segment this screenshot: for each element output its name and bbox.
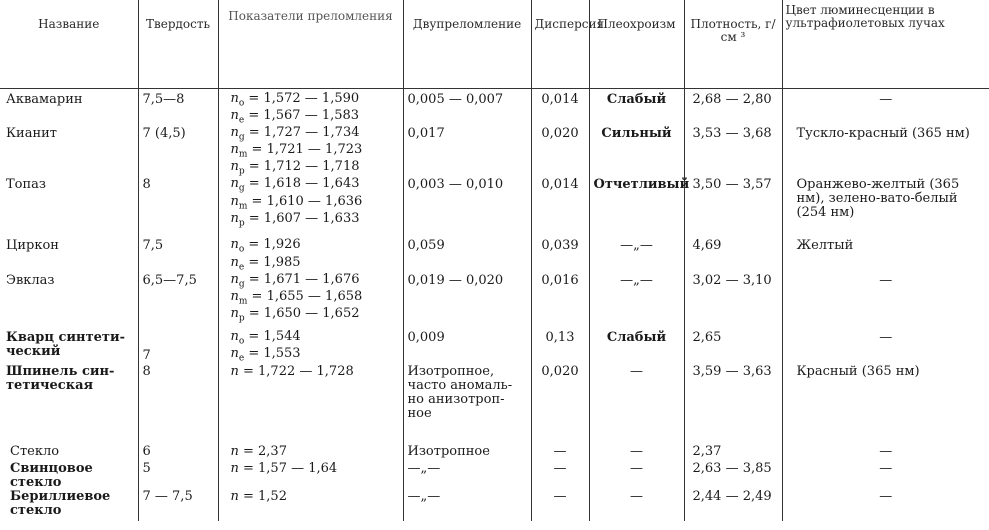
header-birefringence: Двупреломление bbox=[403, 0, 531, 89]
refraction-line: $n_p = 1,607$ — 1,633 bbox=[230, 210, 360, 229]
cell-luminescence: — bbox=[782, 490, 989, 521]
cell-density: 3,02 — 3,10 bbox=[684, 274, 782, 325]
birefringence-line: Изотропное bbox=[407, 444, 490, 460]
name-line: Аквамарин bbox=[6, 92, 83, 107]
refraction-line: $n_g = 1,618$ — 1,643 bbox=[230, 176, 360, 195]
table-row bbox=[0, 462, 989, 490]
cell-hardness: 7,5 bbox=[138, 239, 218, 273]
cell-hardness: 5 bbox=[138, 462, 218, 490]
refraction-line: $n_o = 1,926$ bbox=[230, 237, 301, 256]
header-density: Плотность, г/см ³ bbox=[684, 0, 782, 89]
refraction-line: n = 1,52 bbox=[230, 489, 287, 505]
cell-pleochroism: Слабый bbox=[589, 89, 684, 128]
cell-density: 4,69 bbox=[684, 239, 782, 273]
name-line: тетическая bbox=[6, 378, 94, 394]
cell-name bbox=[0, 89, 138, 128]
name-line: Топаз bbox=[6, 177, 47, 193]
birefringence-line: но анизотроп- bbox=[407, 392, 505, 408]
cell-luminescence: Оранжево-желтый (365 нм), зелено-вато-белый (254 нм) bbox=[782, 178, 989, 239]
header-hardness: Твердость bbox=[138, 0, 218, 89]
cell-birefringence bbox=[403, 89, 531, 128]
cell-dispersion: 0,020 bbox=[531, 365, 589, 439]
cell-hardness: 7 (4,5) bbox=[138, 127, 218, 178]
cell-birefringence bbox=[403, 178, 531, 239]
cell-dispersion: — bbox=[531, 439, 589, 462]
cell-dispersion: 0,016 bbox=[531, 274, 589, 325]
cell-refraction bbox=[218, 127, 403, 178]
cell-name bbox=[0, 365, 138, 439]
refraction-line: $n_m = 1,610$ — 1,636 bbox=[230, 193, 363, 212]
cell-birefringence bbox=[403, 325, 531, 365]
cell-pleochroism: — bbox=[589, 490, 684, 521]
cell-density: 2,65 bbox=[684, 325, 782, 365]
birefringence-line: 0,017 bbox=[407, 126, 445, 142]
refraction-line: $n_e = 1,553$ bbox=[230, 346, 301, 364]
cell-pleochroism: —„— bbox=[589, 239, 684, 273]
refraction-line: $n_e = 1,567$ — 1,583 bbox=[230, 108, 360, 126]
cell-dispersion: 0,039 bbox=[531, 239, 589, 273]
cell-name bbox=[0, 274, 138, 325]
table-row bbox=[0, 490, 989, 521]
refraction-line: $n_o = 1,544$ bbox=[230, 328, 301, 347]
cell-pleochroism: — bbox=[589, 462, 684, 490]
cell-dispersion: 0,014 bbox=[531, 89, 589, 128]
birefringence-line: —„— bbox=[407, 489, 441, 505]
cell-pleochroism: Отчетливый bbox=[589, 178, 684, 239]
table-row bbox=[0, 127, 989, 178]
cell-pleochroism: — bbox=[589, 439, 684, 462]
refraction-line: $n_p = 1,650$ — 1,652 bbox=[230, 305, 360, 324]
cell-hardness: 6,5—7,5 bbox=[138, 274, 218, 325]
cell-name bbox=[0, 178, 138, 239]
cell-name bbox=[0, 325, 138, 365]
table-row bbox=[0, 325, 989, 365]
cell-density: 2,37 bbox=[684, 439, 782, 462]
name-line: Кварц синтети- bbox=[6, 329, 125, 345]
birefringence-line: ное bbox=[407, 406, 432, 422]
cell-refraction bbox=[218, 239, 403, 273]
cell-hardness: 7 — 7,5 bbox=[138, 490, 218, 521]
cell-name bbox=[0, 490, 138, 521]
cell-dispersion: 0,020 bbox=[531, 127, 589, 178]
refraction-line: $n_m = 1,721$ — 1,723 bbox=[230, 142, 363, 160]
cell-dispersion: — bbox=[531, 462, 589, 490]
cell-refraction bbox=[218, 439, 403, 462]
name-line: Бериллиевое bbox=[10, 489, 111, 505]
cell-pleochroism: Слабый bbox=[589, 325, 684, 365]
cell-dispersion: — bbox=[531, 490, 589, 521]
cell-pleochroism: —„— bbox=[589, 274, 684, 325]
cell-name bbox=[0, 127, 138, 178]
header-name: Название bbox=[0, 0, 138, 89]
cell-density: 3,53 — 3,68 bbox=[684, 127, 782, 178]
cell-birefringence bbox=[403, 239, 531, 273]
cell-density: 2,63 — 3,85 bbox=[684, 462, 782, 490]
header-dispersion: Дисперсия bbox=[531, 0, 589, 89]
cell-birefringence bbox=[403, 274, 531, 325]
header-row bbox=[0, 0, 989, 89]
cell-refraction bbox=[218, 490, 403, 521]
cell-hardness: 6 bbox=[138, 439, 218, 462]
cell-hardness: 8 bbox=[138, 365, 218, 439]
cell-refraction bbox=[218, 365, 403, 439]
birefringence-line: Изотропное, bbox=[407, 364, 495, 380]
cell-refraction bbox=[218, 325, 403, 365]
cell-refraction bbox=[218, 271, 403, 325]
refraction-line: $n_m = 1,655$ — 1,658 bbox=[230, 288, 363, 307]
cell-birefringence bbox=[403, 127, 531, 178]
cell-dispersion: 0,13 bbox=[531, 325, 589, 365]
cell-birefringence bbox=[403, 462, 531, 490]
refraction-line: $n_g = 1,671$ — 1,676 bbox=[230, 271, 360, 290]
cell-name bbox=[0, 439, 138, 462]
cell-luminescence: Тускло-красный (365 нм) bbox=[782, 127, 989, 178]
refraction-line: n = 2,37 bbox=[230, 444, 287, 460]
name-line: стекло bbox=[10, 503, 62, 519]
table-body bbox=[0, 89, 989, 522]
name-line: Эвклаз bbox=[6, 272, 55, 288]
table-row bbox=[0, 274, 989, 325]
refraction-line: $n_g = 1,727$ — 1,734 bbox=[230, 125, 360, 143]
cell-luminescence: Красный (365 нм) bbox=[782, 365, 989, 439]
cell-refraction bbox=[218, 462, 403, 490]
name-line: ческий bbox=[6, 343, 61, 359]
refraction-line: $n_e = 1,985$ bbox=[230, 254, 301, 273]
cell-luminescence: — bbox=[782, 89, 989, 128]
cell-luminescence: — bbox=[782, 274, 989, 325]
cell-hardness: 7,5—8 bbox=[138, 89, 218, 128]
cell-density: 2,44 — 2,49 bbox=[684, 490, 782, 521]
name-line: стекло bbox=[10, 475, 62, 491]
birefringence-line: 0,005 — 0,007 bbox=[407, 92, 504, 107]
name-line: Шпинель син- bbox=[6, 364, 115, 380]
birefringence-line: 0,059 bbox=[407, 238, 445, 254]
header-pleochroism: Плеохроизм bbox=[589, 0, 684, 89]
cell-density: 2,68 — 2,80 bbox=[684, 89, 782, 128]
cell-refraction bbox=[218, 178, 403, 239]
birefringence-line: 0,019 — 0,020 bbox=[407, 272, 504, 288]
cell-hardness: 8 bbox=[138, 178, 218, 239]
cell-luminescence: Желтый bbox=[782, 239, 989, 273]
table-row bbox=[0, 439, 989, 462]
cell-luminescence: — bbox=[782, 325, 989, 365]
cell-pleochroism: — bbox=[589, 365, 684, 439]
refraction-line: n = 1,722 — 1,728 bbox=[230, 364, 354, 380]
cell-hardness: 7 bbox=[138, 325, 218, 365]
name-line: Кианит bbox=[6, 126, 57, 142]
table-row bbox=[0, 178, 989, 239]
cell-luminescence: — bbox=[782, 462, 989, 490]
cell-pleochroism: Сильный bbox=[589, 127, 684, 178]
table-row bbox=[0, 239, 989, 273]
refraction-line: $n_p = 1,712$ — 1,718 bbox=[230, 159, 360, 177]
cell-name bbox=[0, 239, 138, 273]
cell-dispersion: 0,014 bbox=[531, 178, 589, 239]
cell-birefringence bbox=[403, 439, 531, 462]
name-line: Стекло bbox=[10, 444, 60, 460]
cell-birefringence bbox=[403, 365, 531, 439]
name-line: Свинцовое bbox=[10, 461, 93, 477]
name-line: Циркон bbox=[6, 238, 59, 254]
refraction-line: n = 1,57 — 1,64 bbox=[230, 461, 338, 477]
birefringence-line: 0,003 — 0,010 bbox=[407, 177, 504, 193]
cell-name bbox=[0, 462, 138, 490]
birefringence-line: —„— bbox=[407, 461, 441, 477]
header-refraction: Показатели преломления bbox=[218, 0, 403, 89]
birefringence-line: часто аномаль- bbox=[407, 378, 513, 394]
cell-refraction bbox=[218, 89, 403, 128]
cell-density: 3,59 — 3,63 bbox=[684, 365, 782, 439]
table-row bbox=[0, 89, 989, 128]
birefringence-line: 0,009 bbox=[407, 329, 445, 345]
cell-density: 3,50 — 3,57 bbox=[684, 178, 782, 239]
cell-luminescence: — bbox=[782, 439, 989, 462]
header-luminescence: Цвет люминесценции в ультрафиолетовых лучах bbox=[782, 0, 989, 89]
table-row bbox=[0, 365, 989, 439]
cell-birefringence bbox=[403, 490, 531, 521]
refraction-line: $n_o = 1,572$ — 1,590 bbox=[230, 91, 360, 109]
